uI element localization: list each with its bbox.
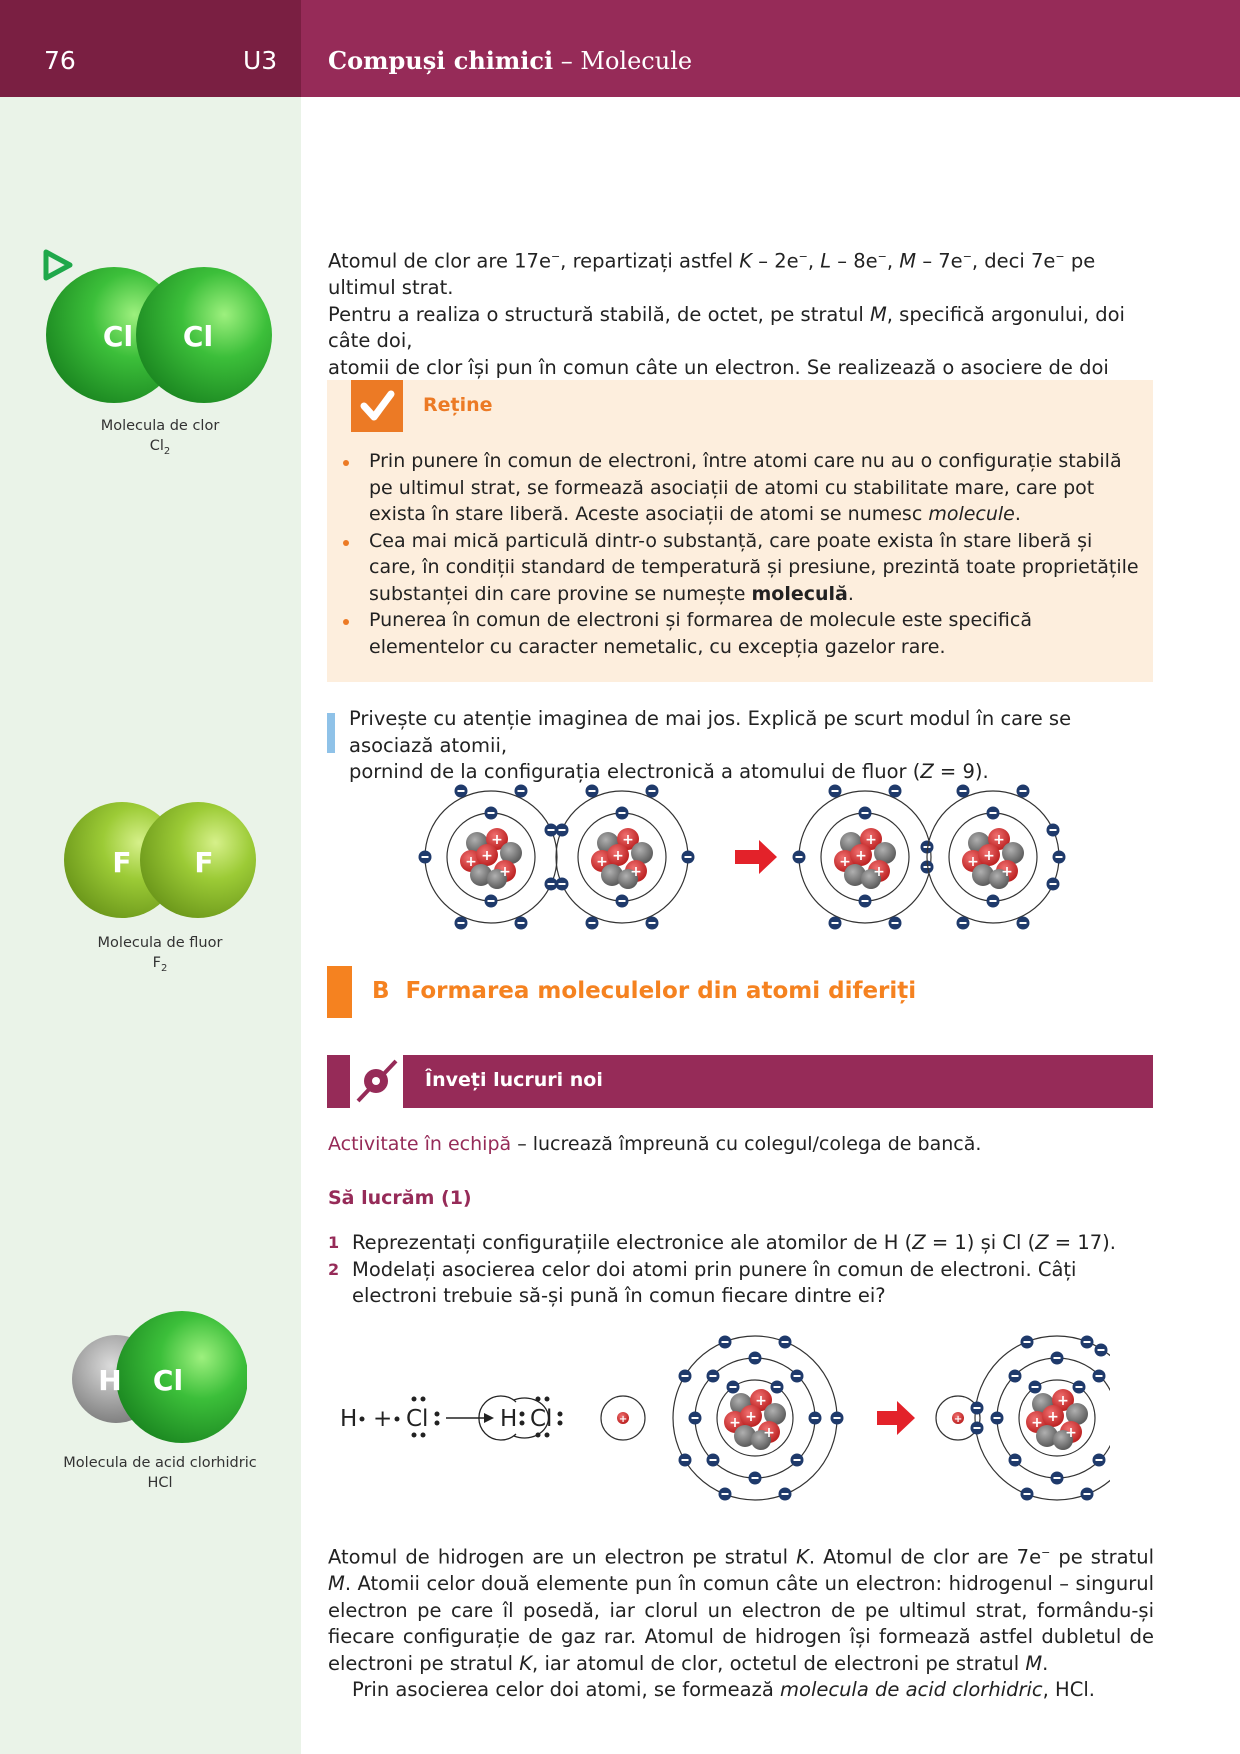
list-item: Cea mai mică particulă dintr-o substanță, care poate exista în stare liberă și care, în condiții standard de temperatură și presiune, prezintă toate proprietățile substanței din care provine se numește moleculă. <box>343 528 1139 608</box>
fluorine-bonding-diagram: + <box>415 782 1070 932</box>
svg-text:Cl: Cl <box>406 1406 429 1432</box>
hcl-caption: Molecula de acid clorhidric HCl <box>63 1455 257 1491</box>
closing-paragraph: Atomul de hidrogen are un electron pe stratul K. Atomul de clor are 7e− pe stratul M. Atomii celor două elemente pun în comun câte un electron: hidrogenul – singurul electron pe care îl posedă, iar clorul un electron de pe ultimul strat, formându-și fiecare configurație de gaz rar. Atomul de hidrogen își formează astfel dubletul de electroni pe stratul K, iar atomul de clor, octetul de electroni pe stratul M. Prin asocierea celor doi atomi, se formează molecula de acid clorhidric, HCl. <box>328 1545 1154 1701</box>
observe-prompt: Privește cu atenție imaginea de mai jos. Explică pe scurt modul în care se asociază atomii, pornind de la configurația electronică a atomului de fluor (Z = 9). <box>349 707 1072 783</box>
page-header <box>0 0 1240 97</box>
hcl-molecule-model <box>72 1310 247 1450</box>
fluorine-molecule-model <box>64 798 259 923</box>
atom-label: Cl <box>152 1364 184 1397</box>
lewis-formula <box>338 1388 568 1448</box>
svg-text:H: H <box>500 1406 518 1432</box>
checkmark-icon <box>351 380 403 432</box>
list-item: Prin punere în comun de electroni, între atomi care nu au o configurație stabilă pe ultimul strat, se formează asociații de atomi cu stabilitate mare, care pot exista în stare liberă. Aceste asociații de atomi se numesc molecule. <box>343 448 1139 528</box>
compass-icon <box>350 1055 403 1108</box>
retine-title: Reține <box>423 394 493 416</box>
svg-text:+: + <box>373 1406 393 1432</box>
retine-box <box>327 380 1153 682</box>
svg-text:Cl: Cl <box>530 1406 553 1432</box>
atom-label: F <box>194 846 214 879</box>
intro-paragraph: Atomul de clor are 17e−, repartizați astfel K – 2e−, L – 8e−, M – 7e−, deci 7e− pe ultimul strat. Pentru a realiza o structură stabilă, de octet, pe stratul M, specifică argonului, doi câte doi, atomii de clor își pun în comun câte un electron. Se realizează o asociere de doi <box>328 249 1125 379</box>
svg-text:+: + <box>953 1414 963 1425</box>
chlorine-molecule-model <box>46 262 276 407</box>
learn-banner-title: Înveți lucruri noi <box>425 1069 603 1091</box>
hcl-bonding-diagram <box>595 1325 1110 1510</box>
section-title: B Formarea moleculelor din atomi diferiți <box>372 978 917 1004</box>
exercise-title: Să lucrăm (1) <box>328 1187 472 1209</box>
section-marker <box>327 966 352 1018</box>
page-number: 76 <box>44 46 76 75</box>
task-list <box>328 1230 1154 1310</box>
fluorine-caption: Molecula de fluor $F_2$ <box>97 935 223 974</box>
task-item: 2 Modelați asocierea celor doi atomi prin punere în comun de electroni. Câți electroni trebuie să-și pună în comun fiecare dintre ei? <box>328 1257 1077 1307</box>
quote-bar <box>327 713 335 753</box>
retine-list <box>343 448 1139 660</box>
chlorine-caption: Molecula de clor $Cl_2$ <box>100 418 220 457</box>
atom-label: Cl <box>102 320 134 353</box>
svg-text:H: H <box>340 1406 358 1432</box>
atom-label: F <box>112 846 132 879</box>
learn-banner <box>327 1055 1153 1108</box>
atom-label: Cl <box>182 320 214 353</box>
svg-text:+: + <box>618 1414 628 1425</box>
task-item: 1 Reprezentați configurațiile electronice ale atomilor de H (Z = 1) și Cl (Z = 17). <box>328 1231 1116 1254</box>
atom-label: H <box>98 1364 122 1397</box>
page-title: Compuși chimici – Molecule <box>328 46 693 75</box>
unit-label: U3 <box>243 46 278 75</box>
list-item: Punerea în comun de electroni și formarea de molecule este specifică elementelor cu caracter nemetalic, cu excepția gazelor rare. <box>343 607 1139 660</box>
activity-line: Activitate în echipă – lucrează împreună cu colegul/colega de bancă. <box>328 1133 982 1155</box>
